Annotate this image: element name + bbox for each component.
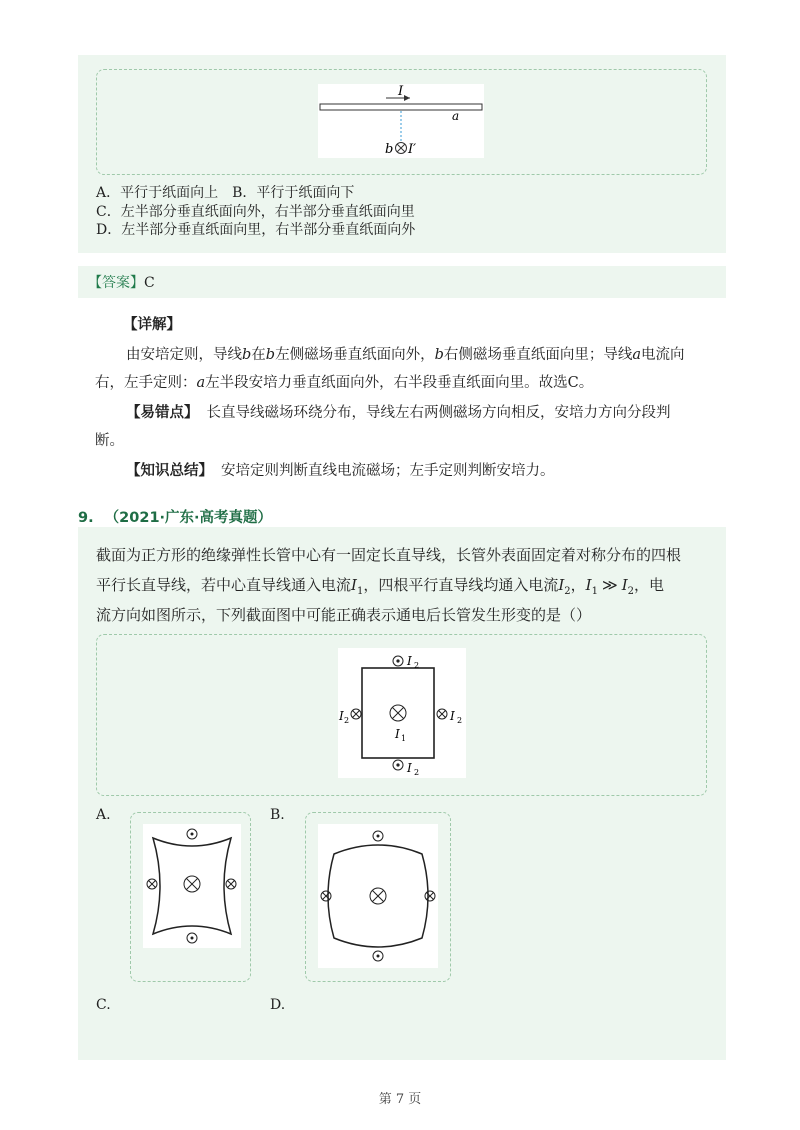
q9-header: [78, 506, 272, 527]
concave-square: [153, 838, 231, 934]
label-I-prime: I′: [408, 142, 417, 157]
current-arrowhead: [404, 95, 410, 101]
svg-text:I: I: [407, 654, 412, 668]
pitfall-text: 长直导线磁场环绕分布，导线左右两侧磁场方向相反，安培力方向分段判: [206, 405, 671, 421]
svg-text:I: I: [395, 727, 400, 741]
summary-text: 安培定则判断直线电流磁场；左手定则判断安培力。: [221, 463, 555, 479]
q9-main-figure-svg: [338, 648, 466, 778]
answer-line: [88, 274, 155, 292]
label-I: I: [398, 84, 404, 99]
detail-heading: 【详解】: [123, 316, 181, 333]
label-a: a: [452, 109, 460, 123]
detail-line-1: 由安培定则，导线b在b左侧磁场垂直纸面向外，b右侧磁场垂直纸面向里；导线a电流向: [126, 347, 685, 363]
option-b-label[interactable]: B.: [270, 807, 285, 823]
pitfall-label: 【易错点】: [126, 404, 199, 421]
answer-bar: [78, 266, 726, 298]
summary-line: [126, 456, 555, 486]
q8-option-ab: A．平行于纸面向上 B．平行于纸面向下: [96, 185, 355, 201]
answer-value: C: [144, 275, 155, 291]
label-b: b: [385, 142, 394, 157]
option-a-figure: [143, 824, 241, 948]
summary-label: 【知识总结】: [126, 462, 213, 479]
svg-text:2: 2: [457, 716, 463, 725]
option-d-label[interactable]: D.: [270, 997, 286, 1013]
svg-text:2: 2: [414, 768, 420, 777]
option-b-figure: [318, 824, 438, 968]
answer-label: 【答案】: [88, 275, 144, 291]
q9-number: 9.: [78, 510, 94, 526]
pitfall-line-1: [126, 398, 671, 428]
page-number: 第 7 页: [378, 1092, 422, 1107]
svg-text:1: 1: [401, 734, 407, 743]
svg-text:I: I: [407, 761, 412, 775]
svg-text:I: I: [339, 709, 344, 723]
q9-main-figure: [338, 648, 466, 778]
pitfall-line-2: 断。: [95, 433, 124, 449]
q9-stem-line-2: 平行长直导线，若中心直导线通入电流$I_1$，四根平行直导线均通入电流$I_2$，$I_1$ ≫ $I_2$，电: [96, 576, 665, 597]
q9-stem-line-3: 流方向如图所示，下列截面图中可能正确表示通电后长管发生形变的是（）: [96, 606, 592, 624]
q9-stem-line-1: 截面为正方形的绝缘弹性长管中心有一固定长直导线，长管外表面固定着对称分布的四根: [96, 546, 682, 564]
q8-figure-svg: [318, 84, 484, 158]
q9-source: （2021·广东·高考真题）: [104, 510, 273, 526]
q8-option-d: D．左半部分垂直纸面向里，右半部分垂直纸面向外: [96, 222, 416, 238]
svg-text:I: I: [450, 709, 455, 723]
option-a-label[interactable]: A.: [96, 807, 111, 823]
svg-text:2: 2: [414, 661, 420, 670]
option-c-label[interactable]: C.: [96, 997, 111, 1013]
q8-option-c: C．左半部分垂直纸面向外，右半部分垂直纸面向里: [96, 204, 415, 220]
svg-text:2: 2: [344, 716, 350, 725]
detail-line-2: 右，左手定则：a左半段安培力垂直纸面向外，右半段垂直纸面向里。故选C。: [95, 375, 594, 391]
q8-figure: [318, 84, 484, 158]
